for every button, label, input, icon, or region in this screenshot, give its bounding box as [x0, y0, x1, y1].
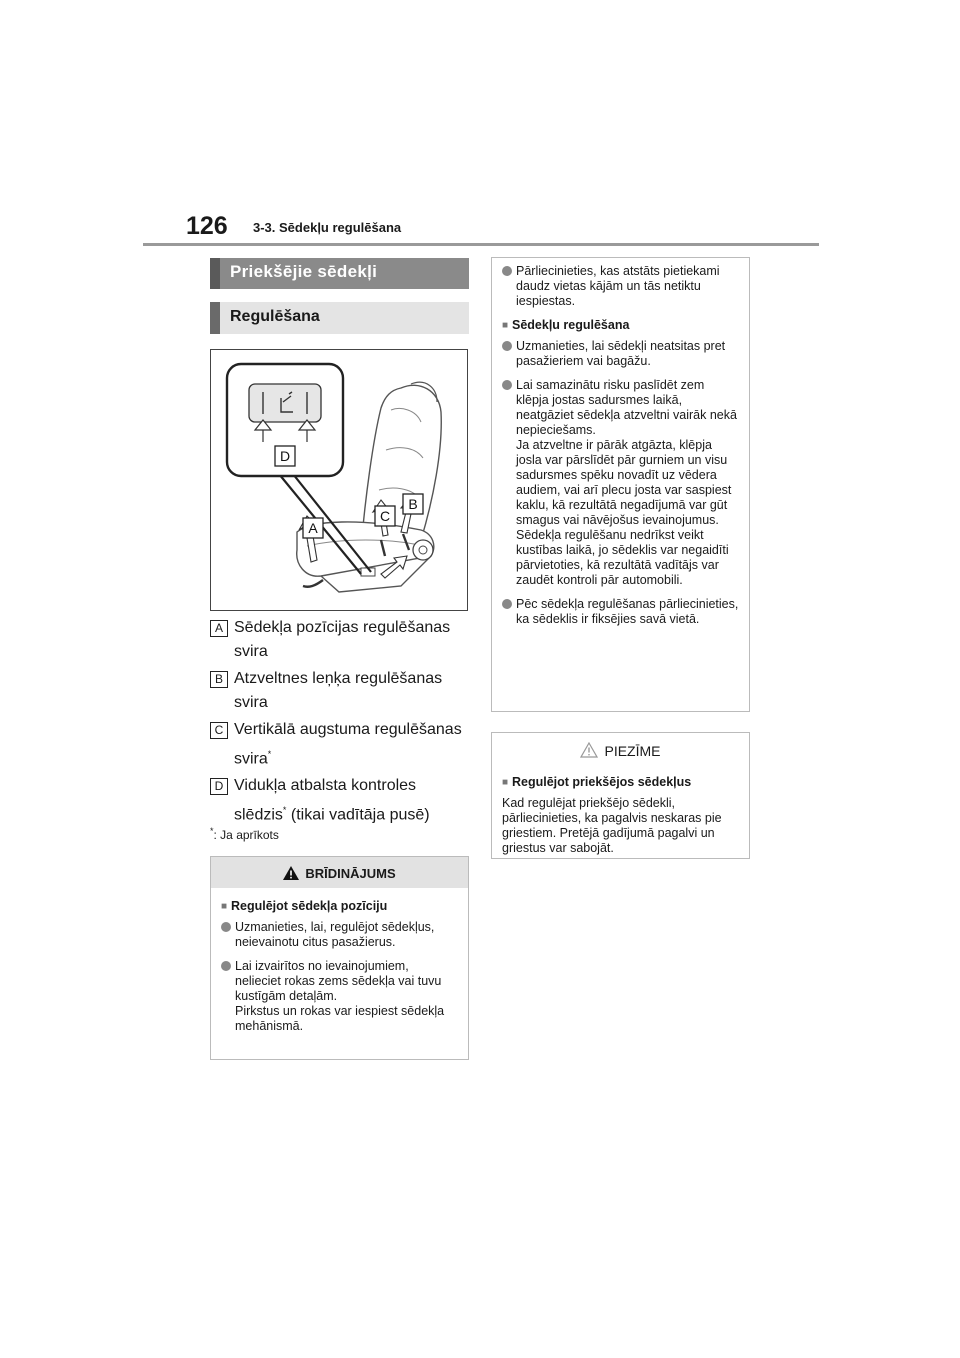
chapter-title: 3-3. Sēdekļu regulēšana [253, 220, 402, 235]
notice-title: PIEZĪME [604, 743, 661, 759]
warning-item: Uzmanieties, lai, regulējot sēdekļus, neievainotu citus pasažierus. [221, 920, 458, 950]
notice-heading: ■ Regulējot priekšējos sēdekļus [502, 775, 739, 790]
legend-item-a [210, 616, 470, 664]
legend-text: Vidukļa atbalsta kontroles slēdzis [234, 777, 417, 824]
warning-header [211, 857, 468, 888]
legend-key: A [210, 620, 228, 637]
legend-text: Vertikālā augstuma regulēšanas svira [234, 721, 462, 768]
warning-item: Lai izvairītos no ievainojumiem, nelieciet rokas zems sēdekļa vai tuvu kustīgām detaļām. Pirkstus un rokas var iespiest sēdekļa mehānismā. [221, 959, 458, 1034]
warning-continued-box [491, 257, 750, 712]
warning-heading: ■ Regulējot sēdekļa pozīciju [221, 899, 458, 914]
seat-illustration [210, 349, 468, 611]
warning-icon [283, 866, 299, 880]
warning-title: BRĪDINĀJUMS [305, 866, 396, 881]
footnote [210, 826, 279, 842]
callout-b: B [408, 496, 418, 512]
footnote-mark: * [267, 749, 272, 759]
legend-item-d [210, 774, 470, 827]
legend-text: Atzveltnes leņķa regulēšanas svira [234, 670, 443, 711]
legend-key: D [210, 778, 228, 795]
callout-a: A [308, 520, 318, 536]
legend-text-suffix: (tikai vadītāja pusē) [286, 806, 430, 824]
callout-d: D [279, 448, 291, 464]
legend-item-b [210, 667, 470, 715]
notice-triangle-icon [580, 742, 598, 758]
page-number: 126 [186, 212, 228, 240]
notice-header [492, 733, 749, 764]
warning-item: Pēc sēdekļa regulēšanas pārliecinieties, ka sēdeklis ir fiksējies savā vietā. [502, 597, 739, 627]
notice-text: Kad regulējat priekšējo sēdekli, pārliecinieties, ka pagalvis neskaras pie griestiem. Pretējā gadījumā pagalvi un griestus var sabojāt. [502, 796, 722, 855]
legend-item-c [210, 718, 470, 771]
legend-key: B [210, 671, 228, 688]
subsection-title: Regulēšana [210, 302, 469, 334]
callout-c: C [379, 508, 391, 524]
notice-box [491, 732, 750, 859]
warning-item: Lai samazinātu risku paslīdēt zem klēpja jostas sadursmes laikā, neatgāziet sēdekļa atzveltni vairāk nekā nepieciešams. Ja atzveltne ir pārāk atgāzta, klēpja josla var pārslīdēt pār gurniem un visu sadursmes spēku novadīt uz vēdera audiem, vai arī plecu josta var saspiest kaklu, kā rezultātā negadījumā var gūt smagus vai nāvējošus ievainojumus. Sēdekļa regulēšanu nedrīkst veikt kustības laikā, jo sēdeklis var negaidīti pārvietoties, kā rezultātā vadītājs var zaudēt kontroli pār automobili. [502, 378, 739, 588]
seat-drawing [211, 350, 468, 611]
legend-key: C [210, 722, 228, 739]
warning-item: Uzmanieties, lai sēdekļi neatsitas pret pasažieriem vai bagāžu. [502, 339, 739, 369]
section-title: Priekšējie sēdekļi [210, 258, 469, 289]
warning-box [210, 856, 469, 1060]
figure-legend [210, 616, 470, 831]
warning-item: Pārliecinieties, kas atstāts pietiekami daudz vietas kājām un tās netiktu iespiestas. [502, 264, 739, 309]
footnote-mark: * [210, 826, 214, 836]
seat-adjustment-heading: ■ Sēdekļu regulēšana [502, 318, 739, 333]
header-rule [143, 243, 819, 246]
footnote-mark: * [282, 805, 287, 816]
footnote-text: : Ja aprīkots [213, 828, 279, 842]
legend-text: Sēdekļa pozīcijas regulēšanas svira [234, 619, 451, 660]
